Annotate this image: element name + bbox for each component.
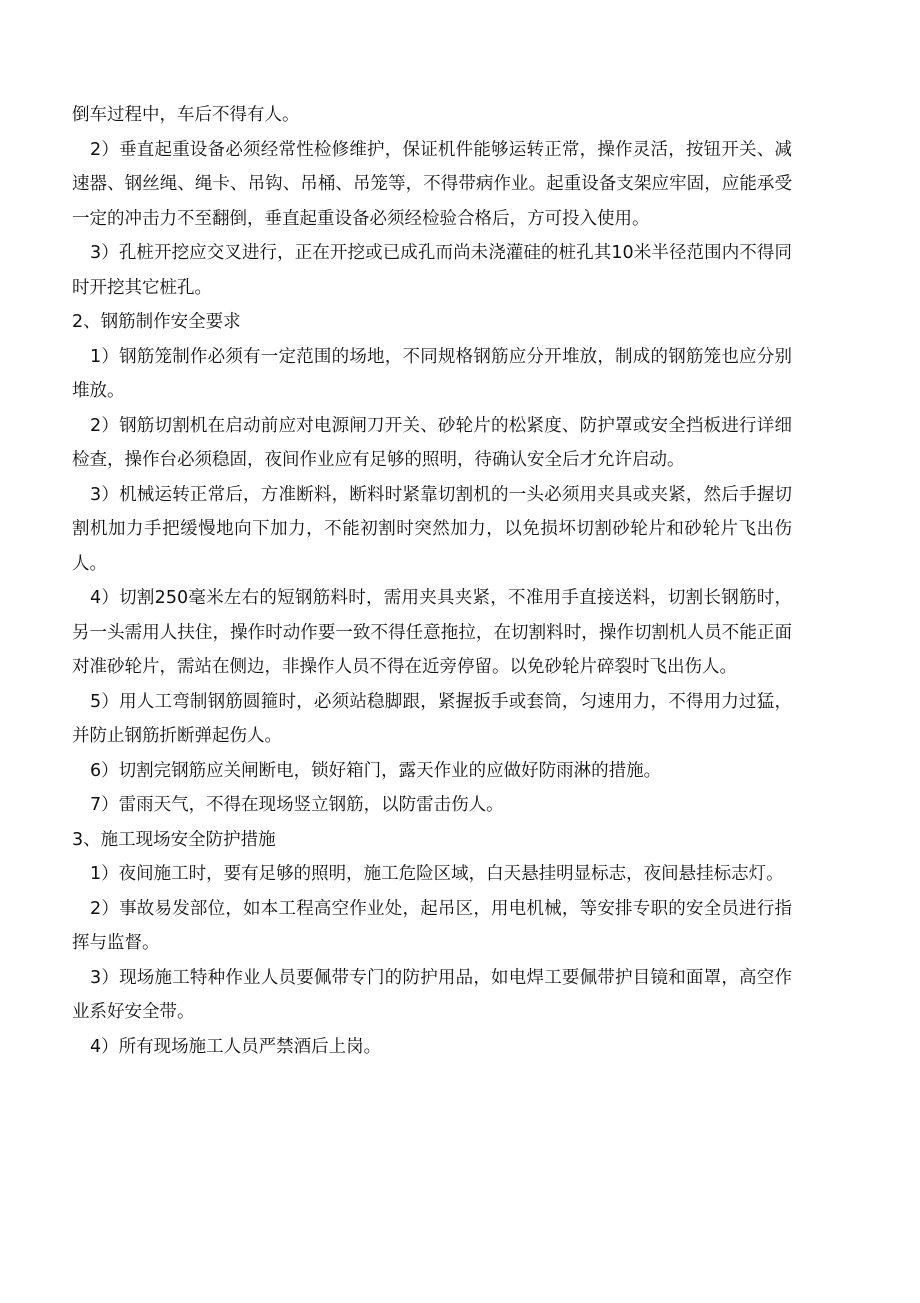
paragraph-continuation: 倒车过程中，车后不得有人。: [72, 105, 300, 125]
paragraph-rebar-cage-site: 1）钢筋笼制作必须有一定范围的场地，不同规格钢筋应分开堆放，制成的钢筋笼也应分别堆放。: [72, 346, 792, 401]
paragraph-short-rebar-cutting: 4）切割250毫米左右的短钢筋料时，需用夹具夹紧，不准用手直接送料，切割长钢筋时，另一头需用人扶住，操作时动作要一致不得任意拖拉，在切割料时，操作切割机人员不能正面对准砂轮片，需站在侧边，非操作人员不得在近旁停留。以免砂轮片碎裂时飞出伤人。: [72, 588, 792, 677]
paragraph-night-lighting: 1）夜间施工时，要有足够的照明，施工危险区域，白天悬挂明显标志，夜间悬挂标志灯。: [90, 864, 784, 884]
paragraph-manual-bending: 5）用人工弯制钢筋圆箍时，必须站稳脚跟，紧握扳手或套筒，匀速用力，不得用力过猛，并防止钢筋折断弹起伤人。: [72, 691, 792, 746]
paragraph-cutting-operation: 3）机械运转正常后，方准断料，断料时紧靠切割机的一头必须用夹具或夹紧，然后手握切割机加力手把缓慢地向下加力，不能初割时突然加力，以免损坏切割砂轮片和砂轮片飞出伤人。: [72, 484, 792, 574]
document-body: [72, 98, 792, 1064]
paragraph-no-alcohol: 4）所有现场施工人员严禁酒后上岗。: [90, 1036, 382, 1057]
section-heading-rebar-safety: 2、钢筋制作安全要求: [72, 312, 241, 332]
paragraph-pile-excavation: 3）孔桩开挖应交叉进行，正在开挖或已成孔而尚未浇灌硅的桩孔其10米半径范围内不得同时开挖其它桩孔。: [72, 243, 792, 298]
paragraph-power-off: 6）切割完钢筋应关闸断电，锁好箱门，露天作业的应做好防雨淋的措施。: [90, 760, 662, 781]
paragraph-protective-equipment: 3）现场施工特种作业人员要佩带专门的防护用品，如电焊工要佩带护目镜和面罩，高空作业系好安全带。: [72, 967, 792, 1022]
paragraph-safety-supervisor: 2）事故易发部位，如本工程高空作业处，起吊区，用电机械，等安排专职的安全员进行指挥与监督。: [72, 898, 792, 953]
paragraph-cutter-inspection: 2）钢筋切割机在启动前应对电源闸刀开关、砂轮片的松紧度、防护罩或安全挡板进行详细检查，操作台必须稳固，夜间作业应有足够的照明，待确认安全后才允许启动。: [72, 415, 792, 470]
paragraph-hoist-maintenance: 2）垂直起重设备必须经常性检修维护，保证机件能够运转正常，操作灵活，按钮开关、减速器、钢丝绳、绳卡、吊钩、吊桶、吊笼等，不得带病作业。起重设备支架应牢固，应能承受一定的冲击力不至翻倒，垂直起重设备必须经检验合格后，方可投入使用。: [72, 139, 792, 229]
paragraph-thunderstorm: 7）雷雨天气，不得在现场竖立钢筋，以防雷击伤人。: [90, 795, 504, 815]
section-heading-site-protection: 3、施工现场安全防护措施: [72, 829, 276, 850]
